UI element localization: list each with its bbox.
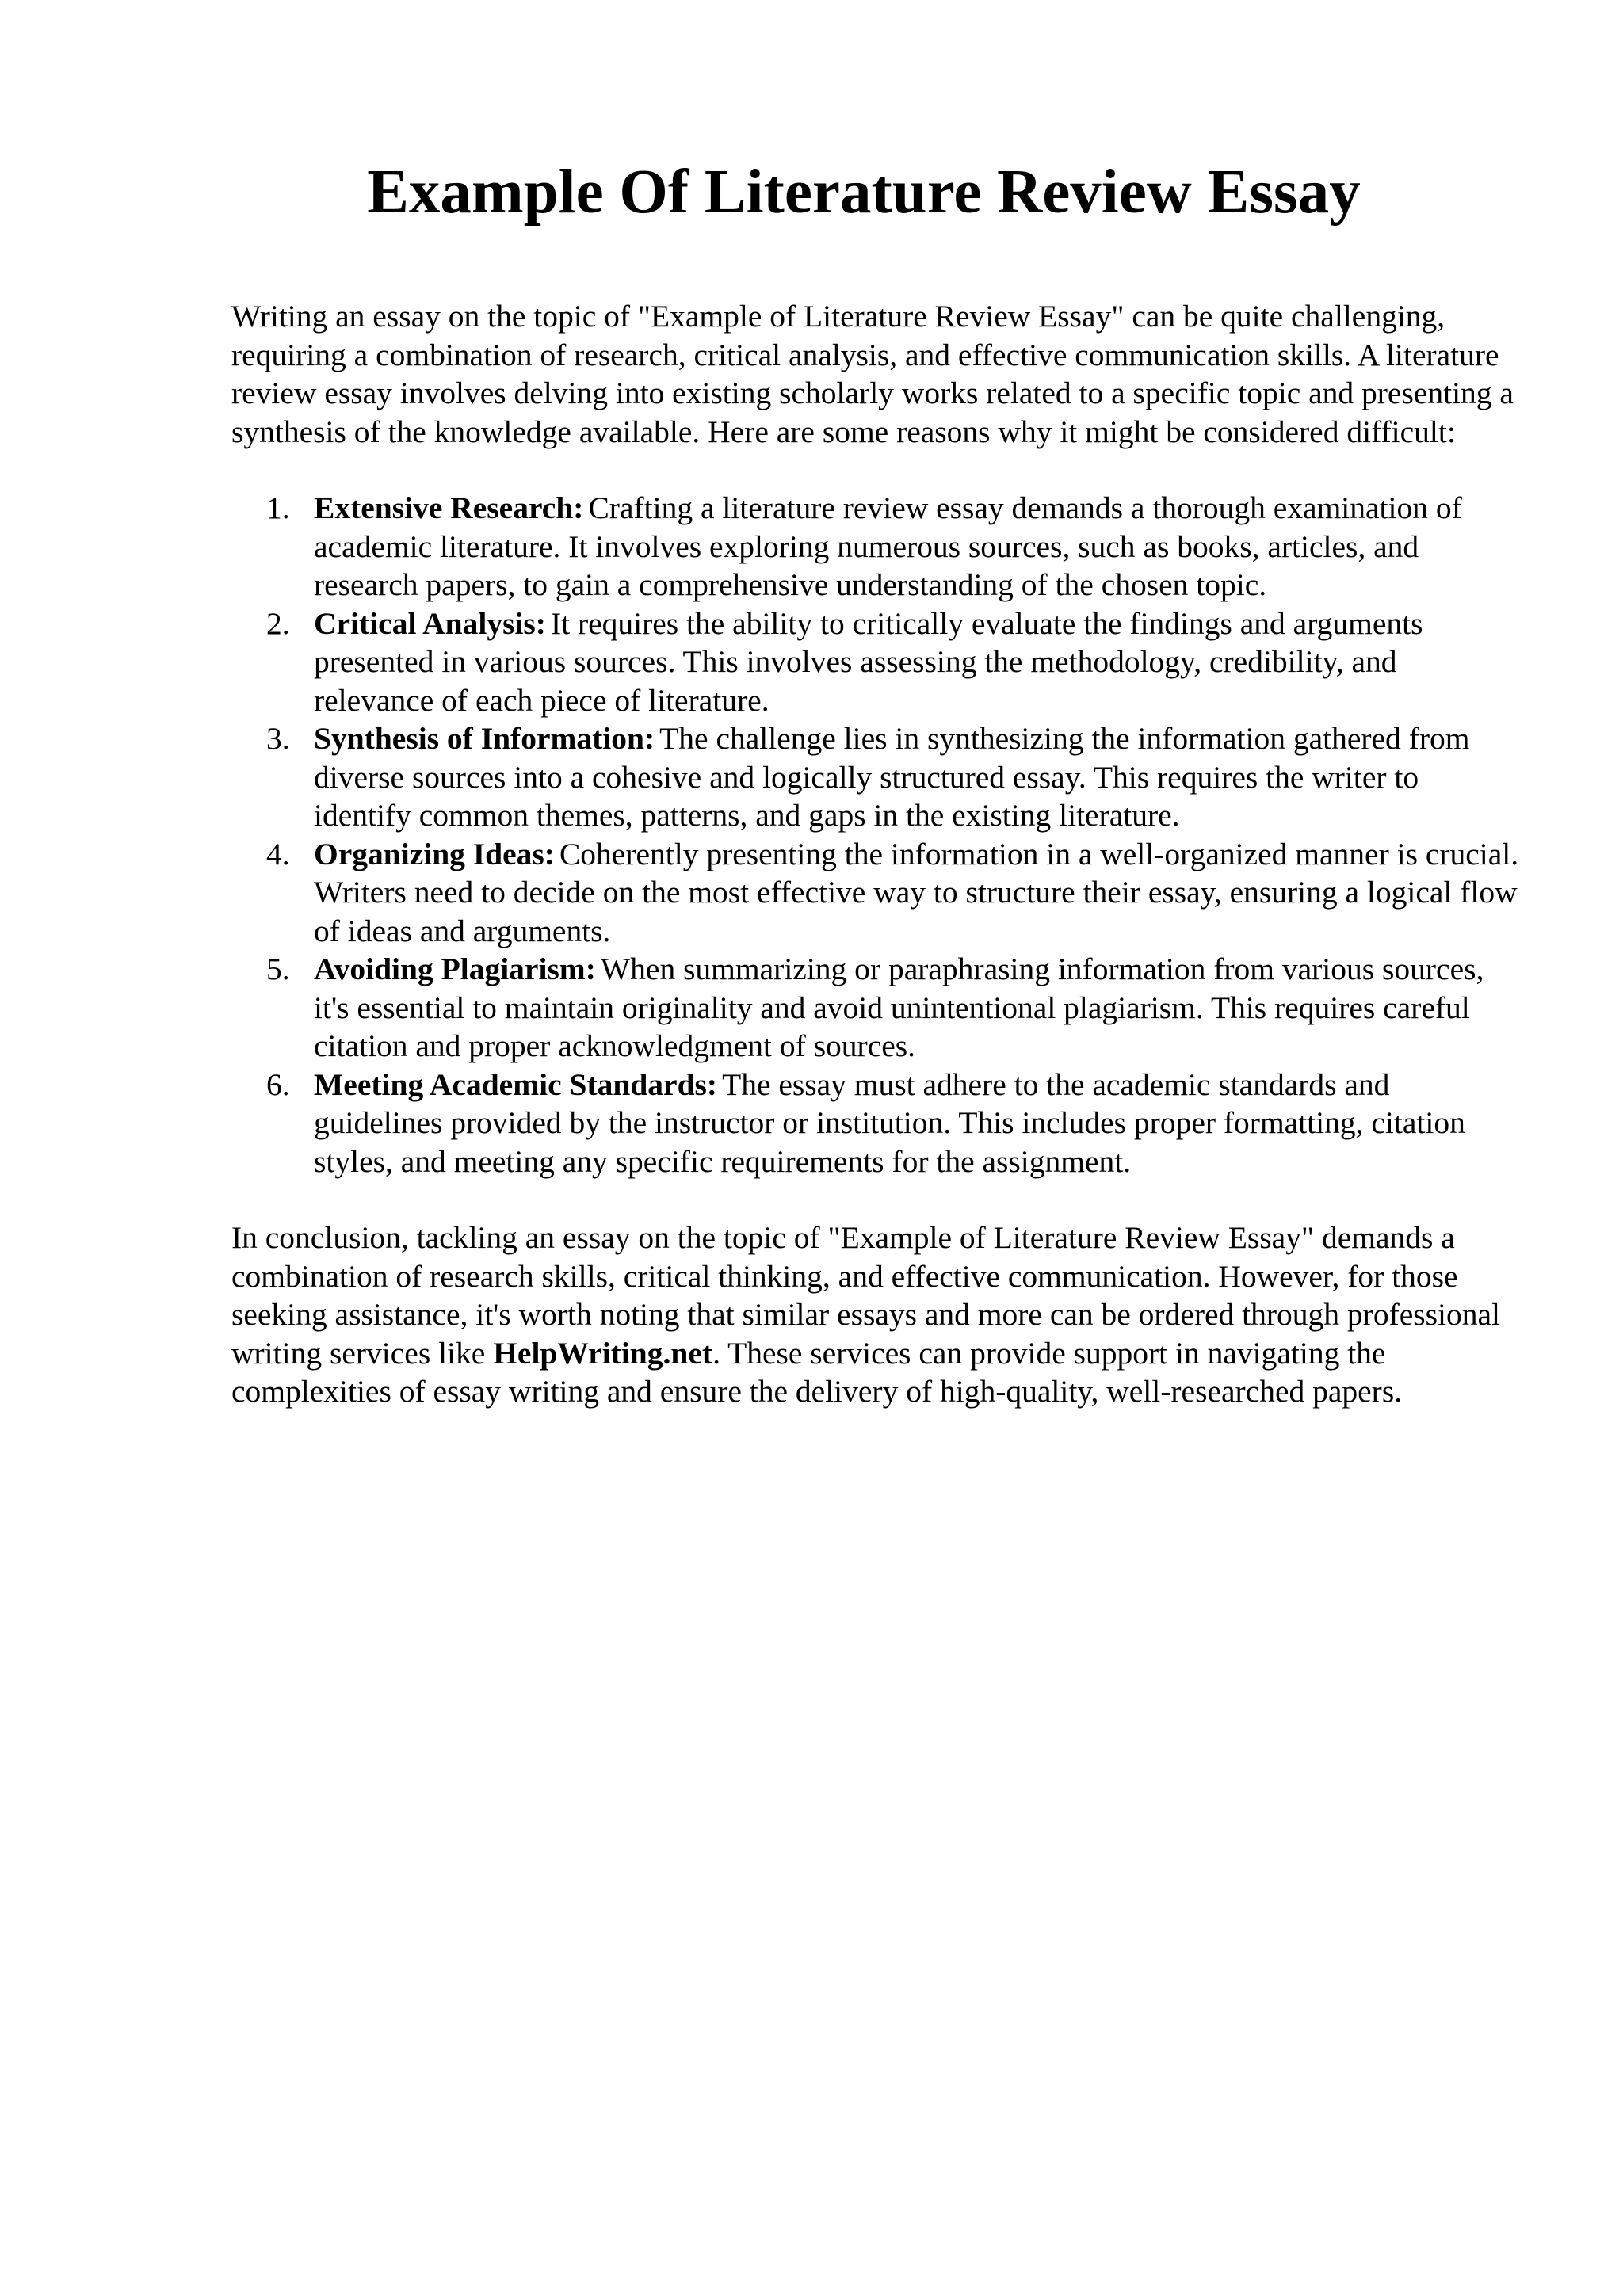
list-item-number: 6.	[266, 1066, 290, 1102]
list-item	[231, 719, 1523, 835]
list-item-number: 3.	[266, 721, 290, 756]
list-item-number: 5.	[266, 952, 290, 986]
list-item	[231, 835, 1523, 951]
conclusion-text-start: In conclusion, tackling an essay on the topic of "Example of Literature Review Essay" demands a combination of research skills, critical thinking, and effective communication. However, for those seeking assistance, it's worth noting that similar essays and more can be ordered through professional writing services like	[231, 1220, 1500, 1371]
list-item-term: Organizing Ideas:	[314, 836, 555, 871]
conclusion-text-end: . These services can provide support in navigating the complexities of essay writing and ensure the delivery of high-quality, well-researched papers.	[231, 1335, 1403, 1409]
list-item	[231, 1066, 1523, 1181]
list-item-number: 1.	[266, 490, 290, 525]
list-item-term: Synthesis of Information:	[314, 721, 655, 756]
intro-paragraph: Writing an essay on the topic of "Example of Literature Review Essay" can be quite challenging, requiring a combination of research, critical analysis, and effective communication skills. A literature review essay involves delving into existing scholarly works related to a specific topic and presenting a synthesis of the knowledge available. Here are some reasons why it might be considered difficult:	[231, 299, 1514, 449]
list-item-text: The challenge lies in synthesizing the information gathered from diverse sources into a cohesive and logically structured essay. This requires the writer to identify common themes, patterns, and gaps in the existing literature.	[314, 721, 1470, 833]
document-title: Example Of Literature Review Essay	[367, 158, 1361, 227]
conclusion-paragraph	[231, 1219, 1523, 1411]
list-item-term: Critical Analysis:	[314, 605, 546, 641]
list-item-text: The essay must adhere to the academic standards and guidelines provided by the instructor or institution. This includes proper formatting, citation styles, and meeting any specific requirements for the assignment.	[314, 1066, 1465, 1179]
list-item	[231, 489, 1523, 605]
list-item-number: 4.	[266, 836, 290, 871]
brand-name: HelpWriting.net	[493, 1335, 713, 1371]
list-item-text: Coherently presenting the information in a well-organized manner is crucial. Writers need to decide on the most effective way to structure their essay, ensuring a logical flow of ideas and arguments.	[314, 836, 1519, 948]
list-item-text: When summarizing or paraphrasing information from various sources, it's essential to maintain originality and avoid unintentional plagiarism. This requires careful citation and proper acknowledgment of sources.	[314, 952, 1484, 1063]
list-item-term: Meeting Academic Standards:	[314, 1066, 718, 1102]
list-item-text: It requires the ability to critically evaluate the findings and arguments presented in various sources. This involves assessing the methodology, credibility, and relevance of each piece of literature.	[314, 605, 1423, 718]
list-item-term: Avoiding Plagiarism:	[314, 952, 596, 986]
list-item-number: 2.	[266, 605, 290, 641]
list-item	[231, 605, 1523, 720]
list-item-term: Extensive Research:	[314, 490, 584, 525]
document-body	[231, 297, 1523, 1411]
reasons-list	[231, 489, 1523, 1180]
list-item-text: Crafting a literature review essay demands a thorough examination of academic literature. It involves exploring numerous sources, such as books, articles, and research papers, to gain a comprehensive understanding of the chosen topic.	[314, 490, 1462, 602]
list-item	[231, 950, 1523, 1066]
